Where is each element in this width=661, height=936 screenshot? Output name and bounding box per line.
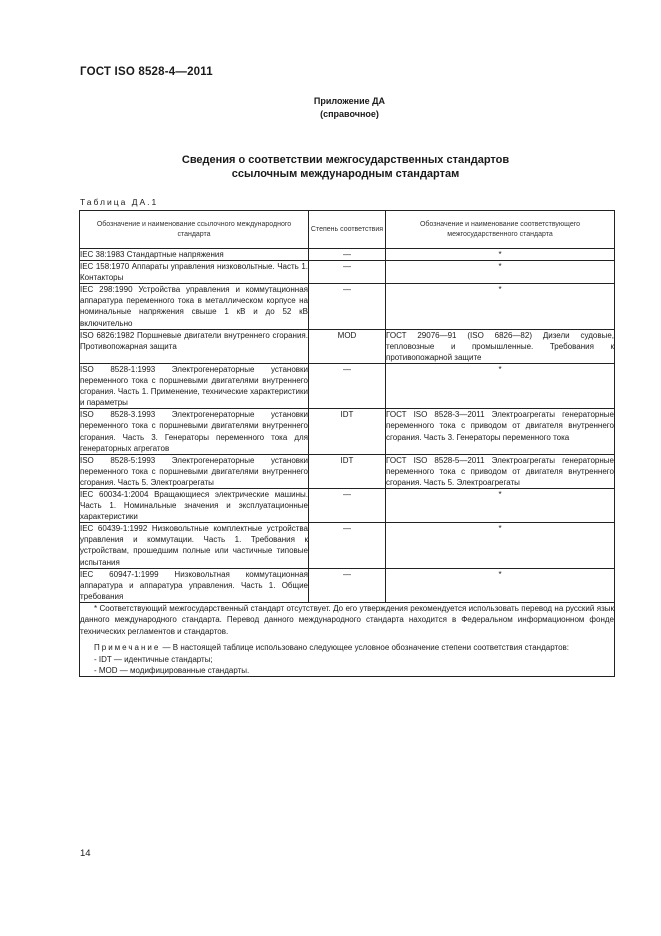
table-row bbox=[80, 284, 615, 329]
header-degree: Степень соответствия bbox=[309, 211, 386, 249]
gost-cell: * bbox=[386, 523, 615, 568]
degree-cell: — bbox=[309, 568, 386, 602]
ref-cell: ISO 8528-5:1993 Электрогенераторные установки переменного тока с поршневыми двигателями внутреннего сгорания. Часть 5. Электроагрегаты bbox=[80, 455, 308, 487]
table-header-row bbox=[80, 211, 615, 249]
gost-cell: * bbox=[386, 284, 615, 329]
degree-cell: — bbox=[309, 488, 386, 522]
table-row bbox=[80, 363, 615, 408]
annex-heading bbox=[0, 95, 661, 121]
degree-cell: — bbox=[309, 363, 386, 408]
ref-cell: ISO 6826:1982 Поршневые двигатели внутреннего сгорания. Противопожарная защита bbox=[80, 329, 309, 363]
degree-cell: — bbox=[309, 284, 386, 329]
ref-cell: IEC 60034-1:2004 Вращающиеся электрические машины. Часть 1. Номинальные значения и эксплуатационные характеристики bbox=[80, 489, 308, 522]
header-interstate-standard: Обозначение и наименование соответствующего межгосударственного стандарта bbox=[386, 211, 615, 249]
degree-cell: IDT bbox=[309, 409, 386, 454]
gost-cell: ГОСТ 29076—91 (ISO 6826—82) Дизели судовые, тепловозные и промышленные. Требования к противопожарной защите bbox=[386, 330, 614, 362]
degree-cell: — bbox=[309, 523, 386, 568]
footnote: * Соответствующий межгосударственный стандарт отсутствует. До его утверждения рекомендуется использовать перевод на русский язык данного международного стандарта. Перевод данного международного стандарта находится в Федеральном информационном фонде технических регламентов и стандартов. bbox=[80, 603, 614, 636]
ref-cell: ISO 8528-3.1993 Электрогенераторные установки переменного тока с поршневыми двигателями внутреннего сгорания. Часть 3. Генераторы переменного тока для генераторных агрегатов bbox=[80, 410, 308, 453]
section-title-line-2: ссылочным международным стандартам bbox=[231, 168, 460, 180]
ref-cell: IEC 60439-1:1992 Низковольтные комплектные устройства управления и коммутации. Часть 1. Требования к устройствам, прошедшим полные или частичные типовые испытания bbox=[80, 524, 308, 567]
table-row bbox=[80, 568, 615, 602]
gost-cell: ГОСТ ISO 8528-3—2011 Электроагрегаты генераторные переменного тока с приводом от двигателя внутреннего сгорания. Часть 3. Генераторы переменного тока bbox=[386, 409, 615, 454]
header-international-standard: Обозначение и наименование ссылочного международного стандарта bbox=[80, 211, 309, 249]
note-item-mod: - MOD — модифицированные стандарты. bbox=[94, 665, 250, 675]
document-id: ГОСТ ISO 8528-4—2011 bbox=[80, 66, 213, 78]
annex-title: Приложение ДА bbox=[313, 96, 386, 106]
degree-cell: IDT bbox=[309, 454, 386, 488]
page-number: 14 bbox=[80, 848, 91, 859]
table-row bbox=[80, 523, 615, 568]
degree-cell: — bbox=[309, 261, 386, 284]
table-row bbox=[80, 329, 615, 363]
ref-cell: IEC 38:1983 Стандартные напряжения bbox=[80, 249, 309, 261]
annex-subtitle: (справочное) bbox=[320, 109, 379, 119]
degree-cell: — bbox=[309, 249, 386, 261]
ref-cell: IEC 158:1970 Аппараты управления низковольтные. Часть 1. Контакторы bbox=[80, 262, 308, 283]
gost-cell: * bbox=[386, 488, 615, 522]
section-title bbox=[0, 153, 661, 181]
table-notes-row bbox=[80, 602, 615, 676]
ref-cell: ISO 8528-1:1993 Электрогенераторные установки переменного тока с поршневыми двигателями внутреннего сгорания. Часть 1. Применение, технические характеристики и параметры bbox=[80, 364, 308, 408]
gost-cell: * bbox=[386, 363, 615, 408]
table-row bbox=[80, 261, 615, 284]
table-row bbox=[80, 249, 615, 261]
section-title-line-1: Сведения о соответствии межгосударственных стандартов bbox=[181, 154, 510, 166]
ref-cell: IEC 60947-1:1999 Низковольтная коммутационная аппаратура и аппаратура управления. Часть 1. Общие требования bbox=[80, 569, 308, 601]
table-notes bbox=[80, 602, 615, 676]
gost-cell: ГОСТ ISO 8528-5—2011 Электроагрегаты генераторные переменного тока с приводом от двигателя внутреннего сгорания. Часть 5. Электроагрегаты bbox=[386, 455, 614, 487]
gost-cell: * bbox=[386, 568, 615, 602]
note-text: — В настоящей таблице использовано следующее условное обозначение степени соответствия стандартов: bbox=[160, 643, 569, 653]
gost-cell: * bbox=[386, 249, 615, 261]
degree-cell: MOD bbox=[309, 329, 386, 363]
table-caption: Таблица ДА.1 bbox=[80, 197, 159, 207]
table-row bbox=[80, 409, 615, 454]
correspondence-table bbox=[79, 210, 615, 677]
note-item-idt: - IDT — идентичные стандарты; bbox=[94, 654, 213, 664]
note-label: Примечание bbox=[94, 643, 161, 653]
table-row bbox=[80, 454, 615, 488]
note bbox=[80, 642, 614, 653]
table-row bbox=[80, 488, 615, 522]
ref-cell: IEC 298:1990 Устройства управления и коммутационная аппаратура переменного тока в металлическом корпусе на номинальные напряжения свыше 1 кВ и до 52 кВ включительно bbox=[80, 285, 308, 328]
gost-cell: * bbox=[386, 261, 615, 284]
